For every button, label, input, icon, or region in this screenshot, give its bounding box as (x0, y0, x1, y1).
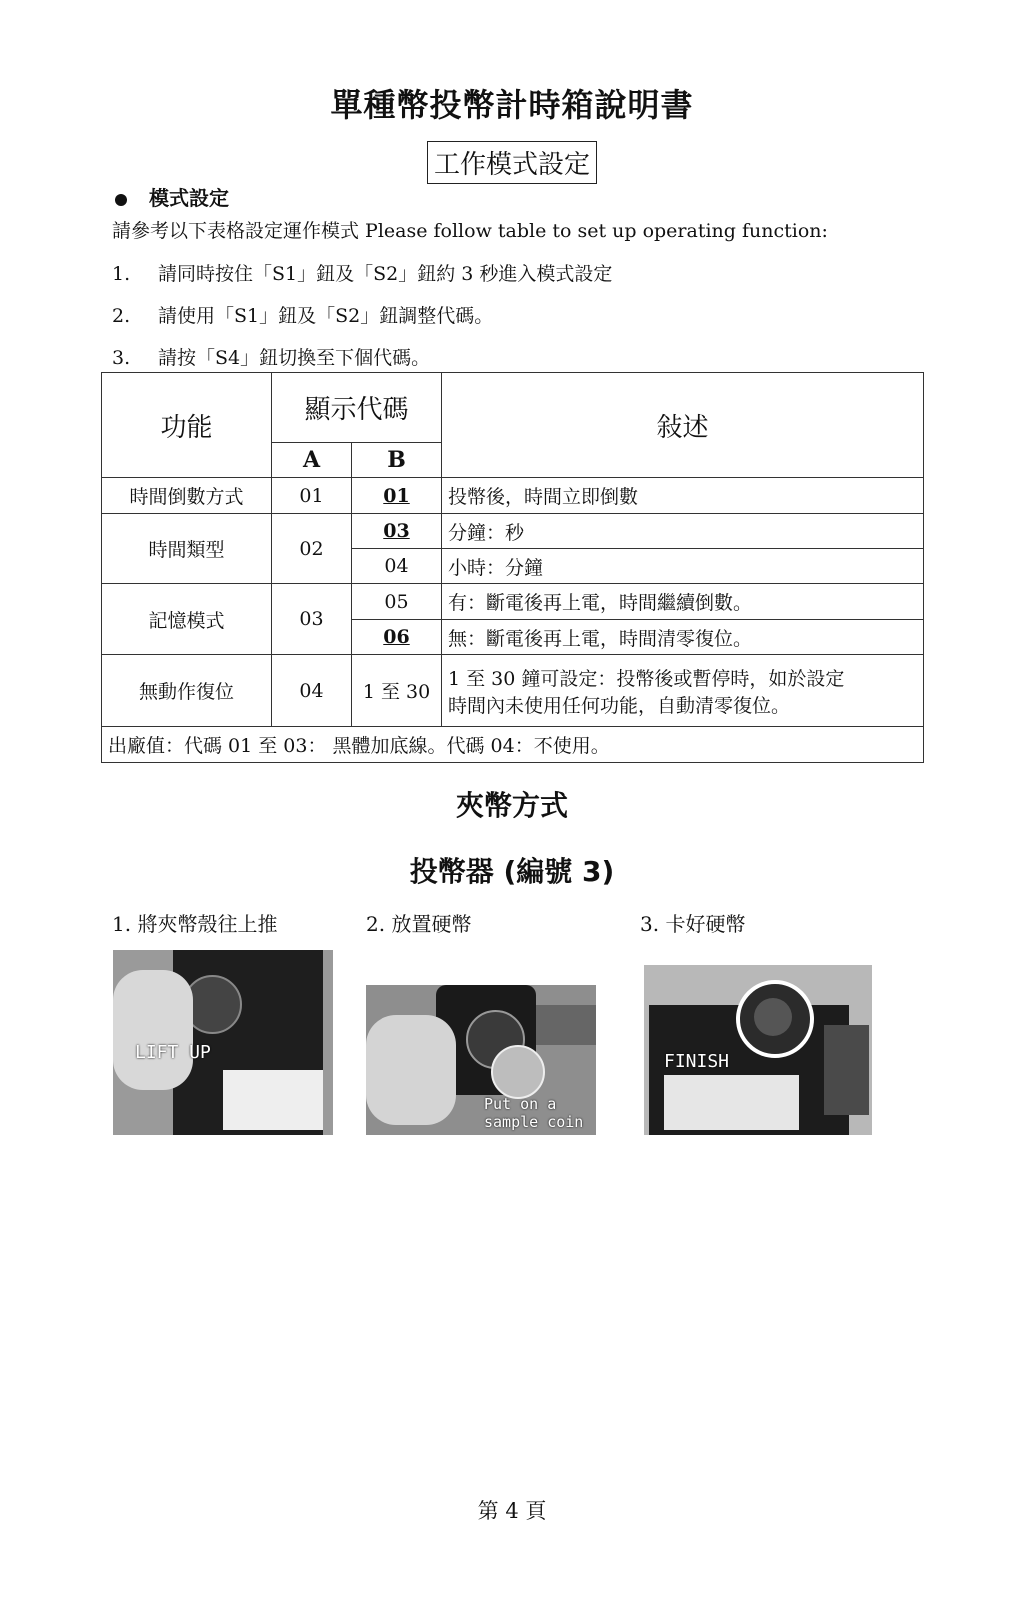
table-row (102, 478, 924, 514)
default-value: 03 (383, 520, 410, 542)
photo-label-lift-up: LIFT UP (135, 1042, 211, 1063)
step-text: 請使用「S1」鈕及「S2」鈕調整代碼。 (158, 305, 494, 327)
coin-icon (491, 1045, 545, 1099)
photo-put-coin (366, 985, 596, 1135)
device-label-sticker (664, 1075, 799, 1130)
step-text: 請同時按住「S1」鈕及「S2」鈕約 3 秒進入模式設定 (158, 263, 613, 285)
caption-step-1: 1. 將夾幣殼往上推 (112, 912, 278, 936)
cell-function: 記憶模式 (102, 584, 272, 655)
section-heading-coin-acceptor: 投幣器 (編號 3) (409, 855, 615, 888)
cell-a: 01 (272, 478, 352, 514)
photo-label-finish: FINISH (664, 1051, 730, 1072)
cell-desc: 分鐘：秒 (442, 514, 924, 549)
page-number: 第 4 頁 (477, 1499, 547, 1523)
step-number: 2. (112, 305, 131, 327)
caption-step-3: 3. 卡好硬幣 (640, 912, 746, 936)
cell-b: 1 至 30 (352, 655, 442, 727)
table-footnote-row (102, 727, 924, 763)
cell-desc (442, 655, 924, 727)
cell-a: 02 (272, 514, 352, 584)
photo-finish (644, 965, 872, 1135)
header-function: 功能 (102, 373, 272, 478)
table-footnote: 出廠值：代碼 01 至 03： 黑體加底線。代碼 04：不使用。 (102, 727, 924, 763)
hand-image (113, 970, 193, 1090)
step-3 (112, 343, 430, 370)
cell-b: 04 (352, 549, 442, 584)
intro-text: 請參考以下表格設定運作模式 Please follow table to set up operating function: (112, 220, 828, 242)
coin-tube (824, 1025, 869, 1115)
header-description: 敍述 (442, 373, 924, 478)
cell-function: 時間倒數方式 (102, 478, 272, 514)
hand-image (366, 1015, 456, 1125)
section-box-heading (0, 141, 1024, 184)
cell-desc: 有：斷電後再上電，時間繼續倒數。 (442, 584, 924, 620)
cell-function: 無動作復位 (102, 655, 272, 727)
settings-table (101, 372, 924, 763)
section-box-label: 工作模式設定 (427, 141, 597, 184)
step-number: 3. (112, 347, 131, 369)
table-row (102, 584, 924, 620)
table-row (102, 514, 924, 549)
document-title: 單種幣投幣計時箱說明書 (330, 86, 694, 124)
photo-lift-up (113, 950, 333, 1135)
cell-desc: 小時：分鐘 (442, 549, 924, 584)
default-value: 06 (383, 626, 410, 648)
coin-tube (536, 1005, 596, 1045)
table-row (102, 655, 924, 727)
caption-step-2: 2. 放置硬幣 (366, 912, 472, 936)
default-value: 01 (383, 484, 410, 507)
cell-a: 04 (272, 655, 352, 727)
header-a: A (272, 443, 352, 478)
bullet-heading (115, 182, 229, 211)
cell-a: 03 (272, 584, 352, 655)
cell-b: 05 (352, 584, 442, 620)
photo-label-sample-coin: sample coin (484, 1113, 584, 1131)
step-text: 請按「S4」鈕切換至下個代碼。 (158, 347, 431, 369)
header-b: B (352, 443, 442, 478)
bullet-icon (115, 194, 127, 206)
bullet-heading-text: 模式設定 (149, 186, 229, 210)
cell-function: 時間類型 (102, 514, 272, 584)
desc-line: 時間內未使用任何功能，自動清零復位。 (448, 694, 791, 717)
cell-b (352, 620, 442, 655)
header-code: 顯示代碼 (272, 373, 442, 443)
section-heading-clamp: 夾幣方式 (455, 789, 568, 822)
cell-b (352, 514, 442, 549)
step-1 (112, 259, 612, 286)
step-2 (112, 301, 493, 328)
cell-desc: 投幣後，時間立即倒數 (442, 478, 924, 514)
step-number: 1. (112, 263, 131, 285)
coin-slot-icon (754, 998, 792, 1036)
cell-desc: 無：斷電後再上電，時間清零復位。 (442, 620, 924, 655)
cell-b (352, 478, 442, 514)
device-label-sticker (223, 1070, 323, 1130)
photo-label-put-on: Put on a (484, 1095, 557, 1113)
desc-line: 1 至 30 鐘可設定：投幣後或暫停時，如於設定 (448, 667, 845, 690)
